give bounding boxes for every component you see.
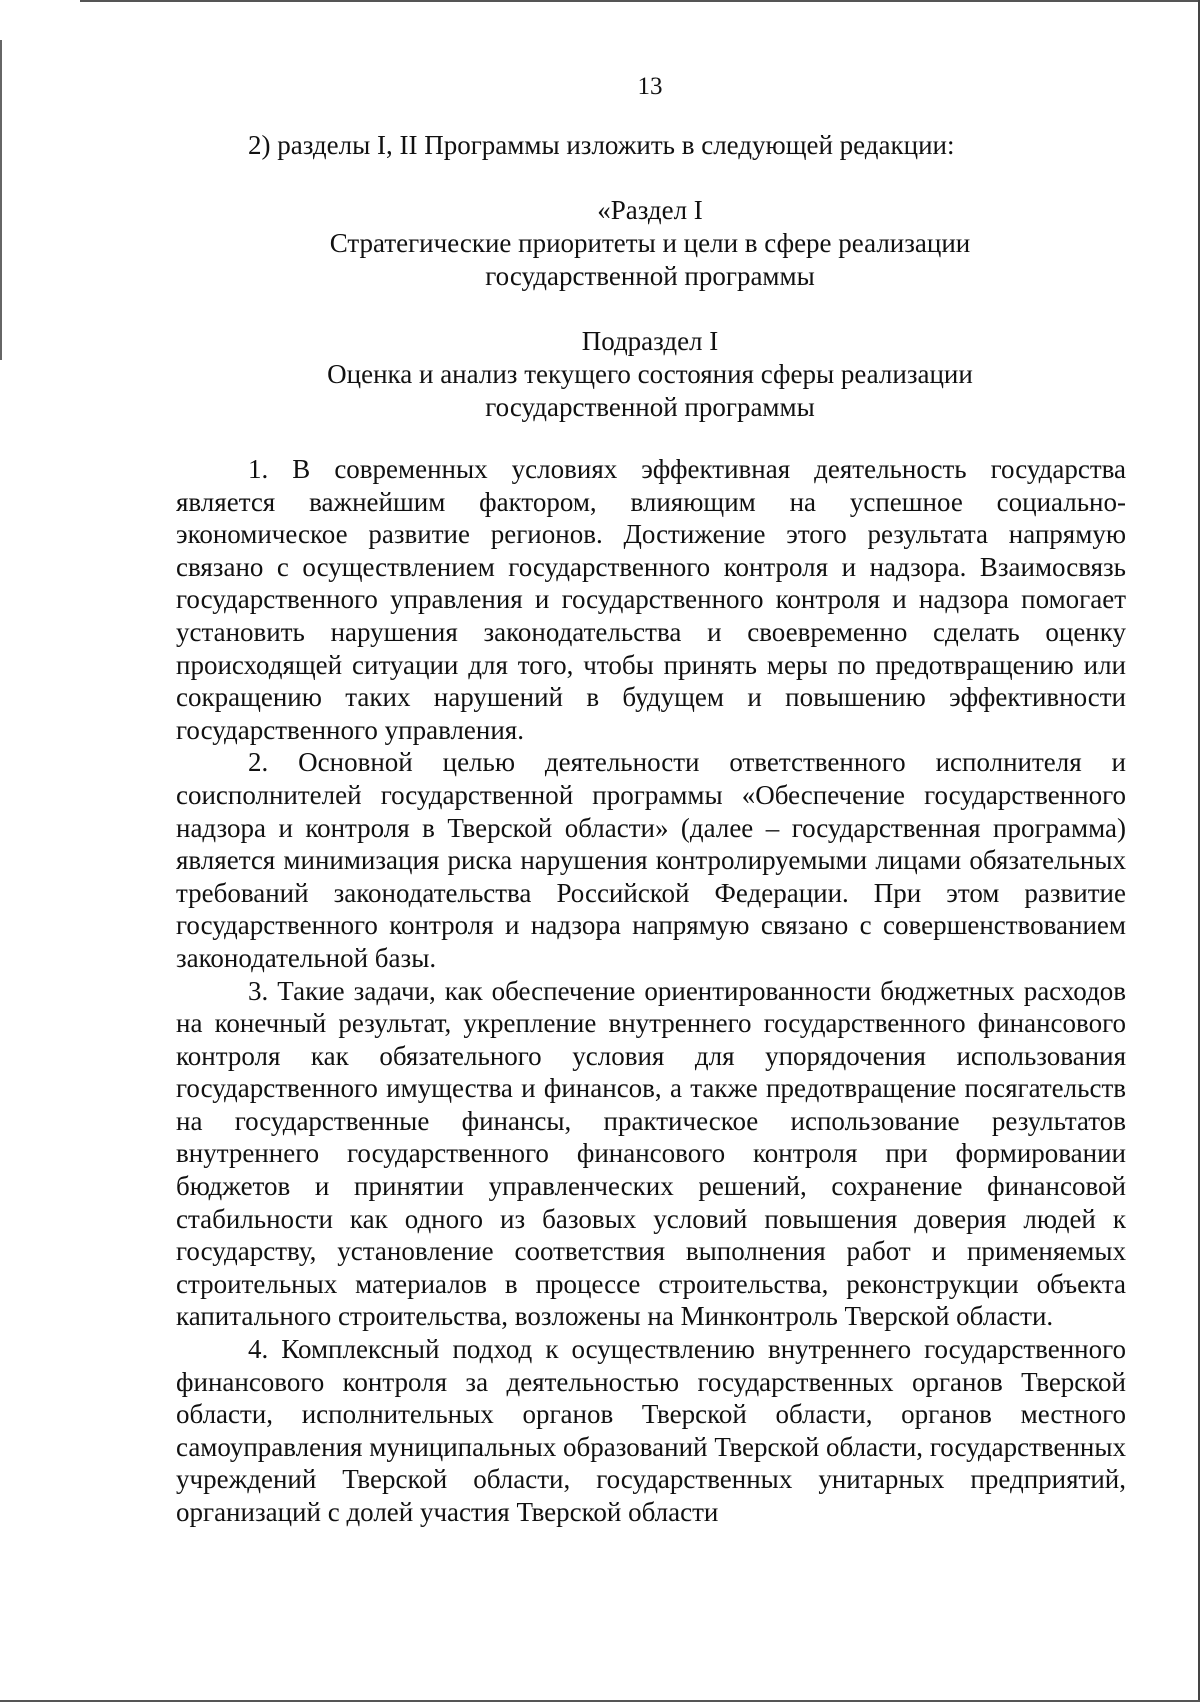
paragraph-1: 1. В современных условиях эффективная деятельность государства является важнейшим фактором, влияющим на успешное социально-экономическое развитие регионов. Достижение этого результата напрямую связано с осуществлением государственного контроля и надзора. Взаимосвязь государственного управления и государственного контроля и надзора помогает установить нарушения законодательства и своевременно сделать оценку происходящей ситуации для того, чтобы принять меры по предотвращению или сокращению таких нарушений в будущем и повышению эффективности государственного управления. <box>176 454 1126 745</box>
paragraph-2: 2. Основной целью деятельности ответственного исполнителя и соисполнителей государственной программы «Обеспечение государственного надзора и контроля в Тверской области» (далее – государственная программа) является минимизация риска нарушения контролируемыми лицами обязательных требований законодательства Российской Федерации. При этом развитие государственного контроля и надзора напрямую связано с совершенствованием законодательной базы. <box>176 747 1126 973</box>
paragraph-3: 3. Такие задачи, как обеспечение ориентированности бюджетных расходов на конечный результат, укрепление внутреннего государственного финансового контроля как обязательного условия для упорядочения использования государственного имущества и финансов, а также предотвращение посягательств на государственные финансы, практическое использование результатов внутреннего государственного финансового контроля при формировании бюджетов и принятии управленческих решений, сохранение финансовой стабильности как одного из базовых условий повышения доверия людей к государству, установление соответствия выполнения работ и применяемых строительных материалов в процессе строительства, реконструкции объекта капитального строительства, возложены на Минконтроль Тверской области. <box>176 975 1126 1332</box>
section-subtitle-line-1: Стратегические приоритеты и цели в сфере реализации <box>329 228 971 258</box>
paragraph-4: 4. Комплексный подход к осуществлению внутреннего государственного финансового контроля за деятельностью государственных органов Тверской области, исполнительных органов Тверской области, органов местного самоуправления муниципальных образований Тверской области, государственных учреждений Тверской области, государственных унитарных предприятий, организаций с долей участия Тверской области <box>176 1334 1126 1527</box>
intro-line: 2) разделы I, II Программы изложить в следующей редакции: <box>248 130 955 160</box>
subsection-heading <box>200 325 1100 424</box>
scan-edge-top <box>80 0 1200 2</box>
body-text <box>176 453 1126 1529</box>
section-subtitle-line-2: государственной программы <box>485 261 815 291</box>
subsection-title: Подраздел I <box>581 326 719 356</box>
subsection-subtitle-line-2: государственной программы <box>485 392 815 422</box>
page-number: 13 <box>637 73 663 100</box>
section-title: «Раздел I <box>597 195 703 225</box>
subsection-subtitle-line-1: Оценка и анализ текущего состояния сферы реализации <box>327 359 973 389</box>
section-heading <box>200 194 1100 293</box>
